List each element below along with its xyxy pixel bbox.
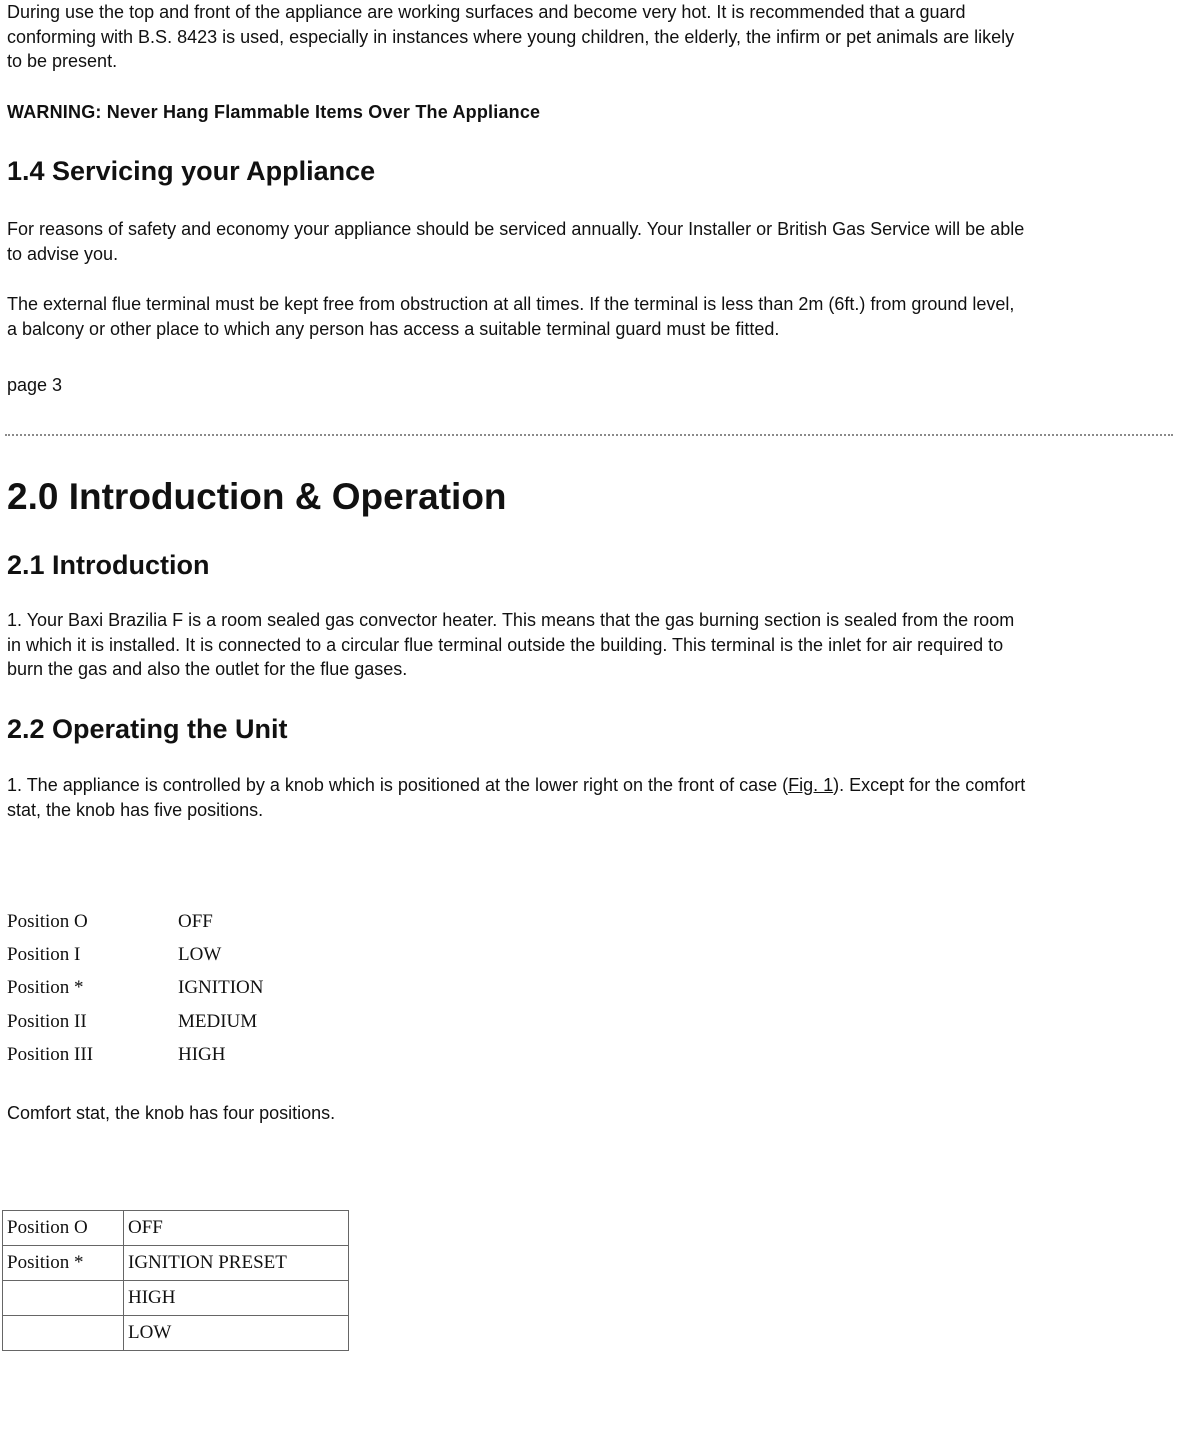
flue-paragraph xyxy=(7,292,1177,341)
safety-paragraph xyxy=(7,0,1177,74)
safety-line: conforming with B.S. 8423 is used, especially in instances where young children, the elderly, the infirm or pet animals are likely xyxy=(7,26,1015,47)
table-row xyxy=(3,1316,349,1351)
table-cell-position xyxy=(3,1281,124,1316)
safety-line: During use the top and front of the appliance are working surfaces and become very hot. It is recommended that a guard xyxy=(7,2,966,22)
position-setting: LOW xyxy=(178,944,222,965)
comfort-stat-text: Comfort stat, the knob has four positions. xyxy=(7,1103,336,1123)
section-heading-2-0: 2.0 Introduction & Operation xyxy=(7,476,507,517)
position-label: Position O xyxy=(7,911,88,932)
section-heading-2-1: 2.1 Introduction xyxy=(7,550,210,580)
introduction-line: 1. Your Baxi Brazilia F is a room sealed gas convector heater. This means that the gas burning section is sealed from the room xyxy=(7,610,1015,630)
position-setting: HIGH xyxy=(178,1044,226,1065)
section-heading-1-4: 1.4 Servicing your Appliance xyxy=(7,156,376,186)
comfort-stat-table xyxy=(2,1210,349,1351)
table-row xyxy=(3,1211,349,1246)
operating-line: stat, the knob has five positions. xyxy=(7,799,264,820)
page-label: page 3 xyxy=(7,375,63,395)
table-cell-setting: HIGH xyxy=(124,1281,349,1316)
introduction-line: in which it is installed. It is connected to a circular flue terminal outside the building. This terminal is the inlet for air required to xyxy=(7,634,1004,655)
operating-paragraph xyxy=(7,773,1177,822)
flue-line: The external flue terminal must be kept free from obstruction at all times. If the terminal is less than 2m (6ft.) from ground level, xyxy=(7,294,1015,314)
section-heading-2-2: 2.2 Operating the Unit xyxy=(7,714,288,744)
introduction-line: burn the gas and also the outlet for the flue gases. xyxy=(7,659,408,679)
table-cell-setting: LOW xyxy=(124,1316,349,1351)
operating-line xyxy=(7,773,1177,798)
table-cell-setting: IGNITION PRESET xyxy=(124,1246,349,1281)
table-cell-position: Position O xyxy=(3,1211,124,1246)
operating-text-before-link: 1. The appliance is controlled by a knob which is positioned at the lower right on the front of case ( xyxy=(7,775,789,795)
position-setting: IGNITION xyxy=(178,977,264,998)
safety-line: to be present. xyxy=(7,51,118,71)
position-setting: OFF xyxy=(178,911,213,932)
table-cell-position: Position * xyxy=(3,1246,124,1281)
table-row xyxy=(3,1246,349,1281)
position-label: Position II xyxy=(7,1011,87,1032)
introduction-paragraph xyxy=(7,608,1177,682)
servicing-line: to advise you. xyxy=(7,243,119,264)
operating-text-after-link: ). Except for the comfort xyxy=(833,775,1026,795)
table-cell-setting: OFF xyxy=(124,1211,349,1246)
flue-line: a balcony or other place to which any person has access a suitable terminal guard must be fitted. xyxy=(7,318,780,339)
position-label: Position III xyxy=(7,1044,94,1065)
servicing-paragraph xyxy=(7,217,1177,266)
table-cell-position xyxy=(3,1316,124,1351)
servicing-line: For reasons of safety and economy your appliance should be serviced annually. Your Installer or British Gas Service will be able xyxy=(7,219,1025,239)
warning-text: WARNING: Never Hang Flammable Items Over The Appliance xyxy=(7,102,541,122)
table-row xyxy=(3,1281,349,1316)
position-label: Position * xyxy=(7,977,84,998)
position-setting: MEDIUM xyxy=(178,1011,258,1032)
page-divider xyxy=(5,434,1173,436)
fig-1-link[interactable]: Fig. 1 xyxy=(788,775,834,795)
position-label: Position I xyxy=(7,944,81,965)
